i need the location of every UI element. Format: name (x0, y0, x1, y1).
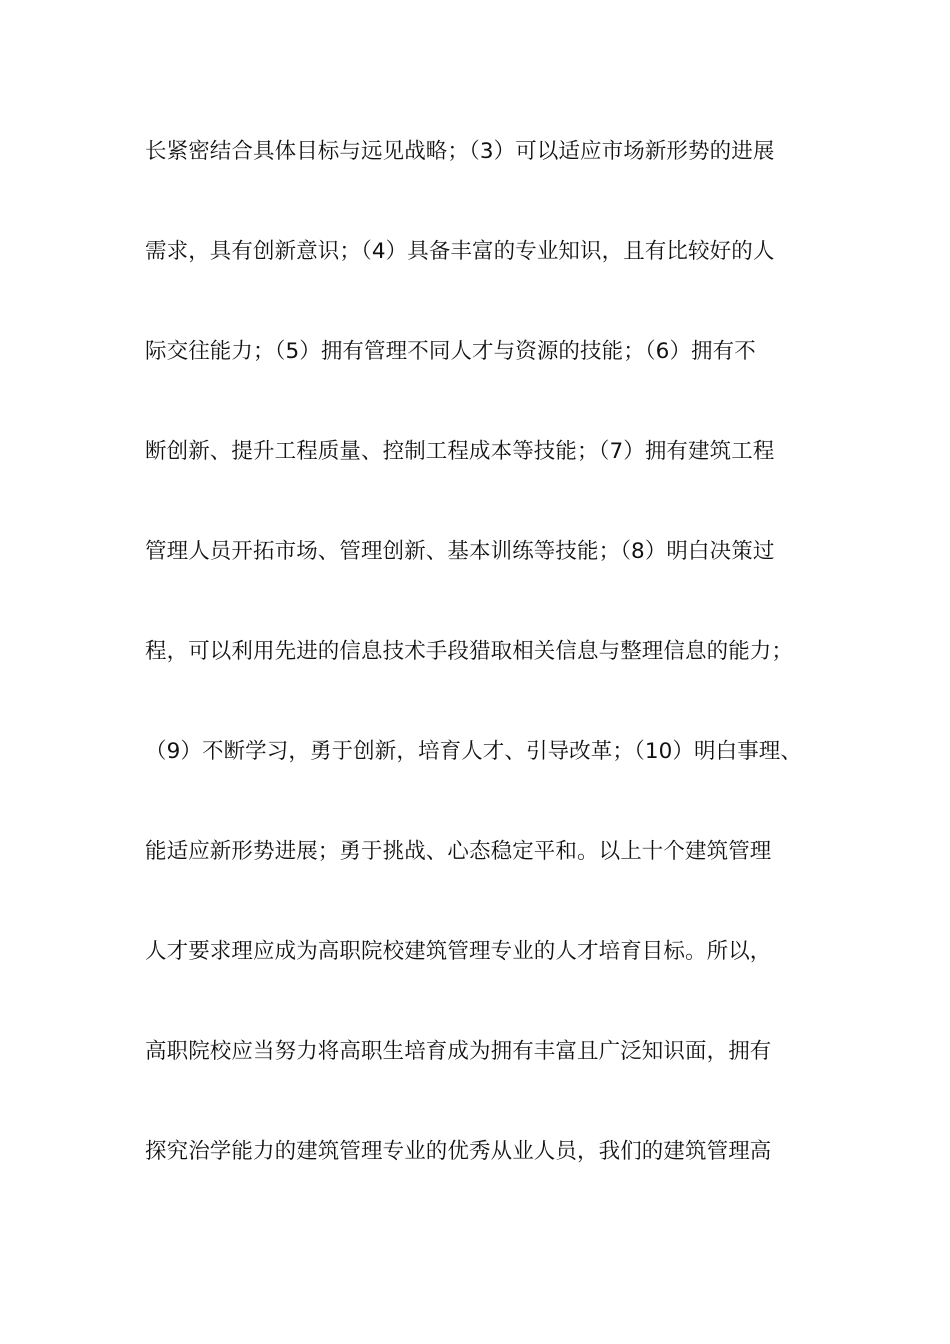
text-line: 程，可以利用先进的信息技术手段猎取相关信息与整理信息的能力； (145, 639, 794, 664)
text-line: 长紧密结合具体目标与远见战略；（3）可以适应市场新形势的进展 (145, 139, 775, 164)
text-line: 断创新、提升工程质量、控制工程成本等技能；（7）拥有建筑工程 (145, 439, 775, 464)
text-line: （9）不断学习，勇于创新，培育人才、引导改革；（10）明白事理、 (145, 739, 802, 764)
text-line: 高职院校应当努力将高职生培育成为拥有丰富且广泛知识面，拥有 (145, 1039, 772, 1064)
text-line: 际交往能力；（5）拥有管理不同人才与资源的技能；（6）拥有不 (145, 339, 756, 364)
text-line: 探究治学能力的建筑管理专业的优秀从业人员，我们的建筑管理高 (145, 1139, 772, 1164)
text-line: 需求，具有创新意识；（4）具备丰富的专业知识，且有比较好的人 (145, 239, 775, 264)
text-line: 能适应新形势进展；勇于挑战、心态稳定平和。以上十个建筑管理 (145, 839, 772, 864)
text-line: 人才要求理应成为高职院校建筑管理专业的人才培育目标。所以， (145, 939, 772, 964)
text-line: 管理人员开拓市场、管理创新、基本训练等技能；（8）明白决策过 (145, 539, 775, 564)
body-text (145, 132, 835, 1232)
